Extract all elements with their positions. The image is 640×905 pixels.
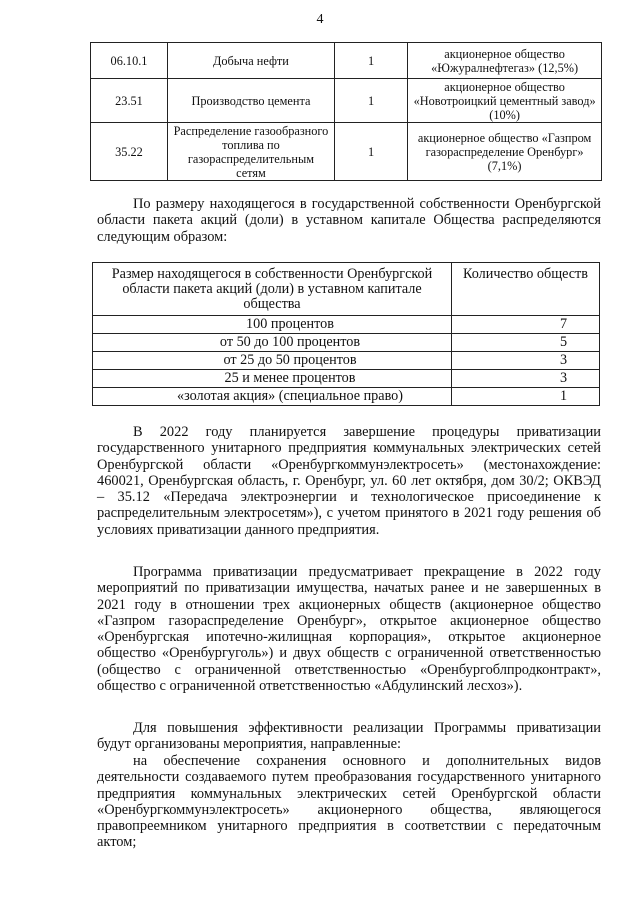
table-row <box>93 316 600 334</box>
share-count: 1 <box>452 388 600 406</box>
paragraph-program-termination: Программа приватизации предусматривает прекращение в 2022 году мероприятий по приватизации имущества, начатых ранее и не завершенных в 2021 году в отношении трех акционерных обществ (акционерное общество «Газпром газораспределение Оренбург», открытое акционерное общество «Оренбургская ипотечно-жилищная корпорация», открытое акционерное общество «Оренбургуголь») и двух обществ с ограниченной ответственностью (общество с ограниченной ответственностью «Оренбургоблпродконтракт», общество с ограниченной ответственностью «Абдулинский лесхоз»). <box>97 564 601 695</box>
activity-table <box>90 42 602 181</box>
page-number: 4 <box>316 12 324 27</box>
activity-name: Добыча нефти <box>167 43 334 79</box>
company-name: акционерное общество «Южуралнефтегаз» (12,5%) <box>408 43 602 79</box>
share-size: 100 процентов <box>93 316 452 334</box>
intro-paragraph: По размеру находящегося в государственной собственности Оренбургской области пакета акций (доли) в уставном капитале Общества распределяются следующим образом: <box>97 196 601 245</box>
activity-name: Распределение газообразного топлива по газораспределительным сетям <box>167 123 334 181</box>
header-share-size: Размер находящегося в собственности Оренбургской области пакета акций (доли) в уставном капитале общества <box>93 263 452 316</box>
share-size: от 50 до 100 процентов <box>93 334 452 352</box>
table-row <box>91 79 602 123</box>
paragraph-efficiency: Для повышения эффективности реализации Программы приватизации будут организованы мероприятия, направленные: <box>97 720 601 753</box>
share-count: 3 <box>452 352 600 370</box>
shares-table <box>92 262 600 406</box>
table-header-row <box>93 263 600 316</box>
share-count: 5 <box>452 334 600 352</box>
share-count: 3 <box>452 370 600 388</box>
company-count: 1 <box>334 43 407 79</box>
company-name: акционерное общество «Газпром газораспределение Оренбург» (7,1%) <box>408 123 602 181</box>
company-name: акционерное общество «Новотроицкий цементный завод» (10%) <box>408 79 602 123</box>
paragraph-activity-preservation: на обеспечение сохранения основного и дополнительных видов деятельности создаваемого путем преобразования государственного унитарного предприятия коммунальных электрических сетей Оренбургской области «Оренбургкоммунэлектросеть» акционерного общества, являющегося правопреемником унитарного предприятия в соответствии с передаточным актом; <box>97 753 601 851</box>
table-row <box>93 334 600 352</box>
paragraph-privatization-plan: В 2022 году планируется завершение процедуры приватизации государственного унитарного предприятия коммунальных электрических сетей Оренбургской области «Оренбургкоммунэлектросеть» (местонахождение: 460021, Оренбургская область, г. Оренбург, ул. 60 лет октября, дом 30/2; ОКВЭД – 35.12 «Передача электроэнергии и технологическое присоединение к распределительным электросетям»), с учетом принятого в 2021 году решения об условиях приватизации данного предприятия. <box>97 424 601 538</box>
table-row <box>93 388 600 406</box>
table-row <box>93 352 600 370</box>
share-size: от 25 до 50 процентов <box>93 352 452 370</box>
header-company-count: Количество обществ <box>452 263 600 316</box>
share-size: «золотая акция» (специальное право) <box>93 388 452 406</box>
share-count: 7 <box>452 316 600 334</box>
company-count: 1 <box>334 123 407 181</box>
table-row <box>91 43 602 79</box>
share-size: 25 и менее процентов <box>93 370 452 388</box>
okved-code: 06.10.1 <box>91 43 168 79</box>
table-row <box>91 123 602 181</box>
table-row <box>93 370 600 388</box>
company-count: 1 <box>334 79 407 123</box>
okved-code: 23.51 <box>91 79 168 123</box>
okved-code: 35.22 <box>91 123 168 181</box>
activity-name: Производство цемента <box>167 79 334 123</box>
